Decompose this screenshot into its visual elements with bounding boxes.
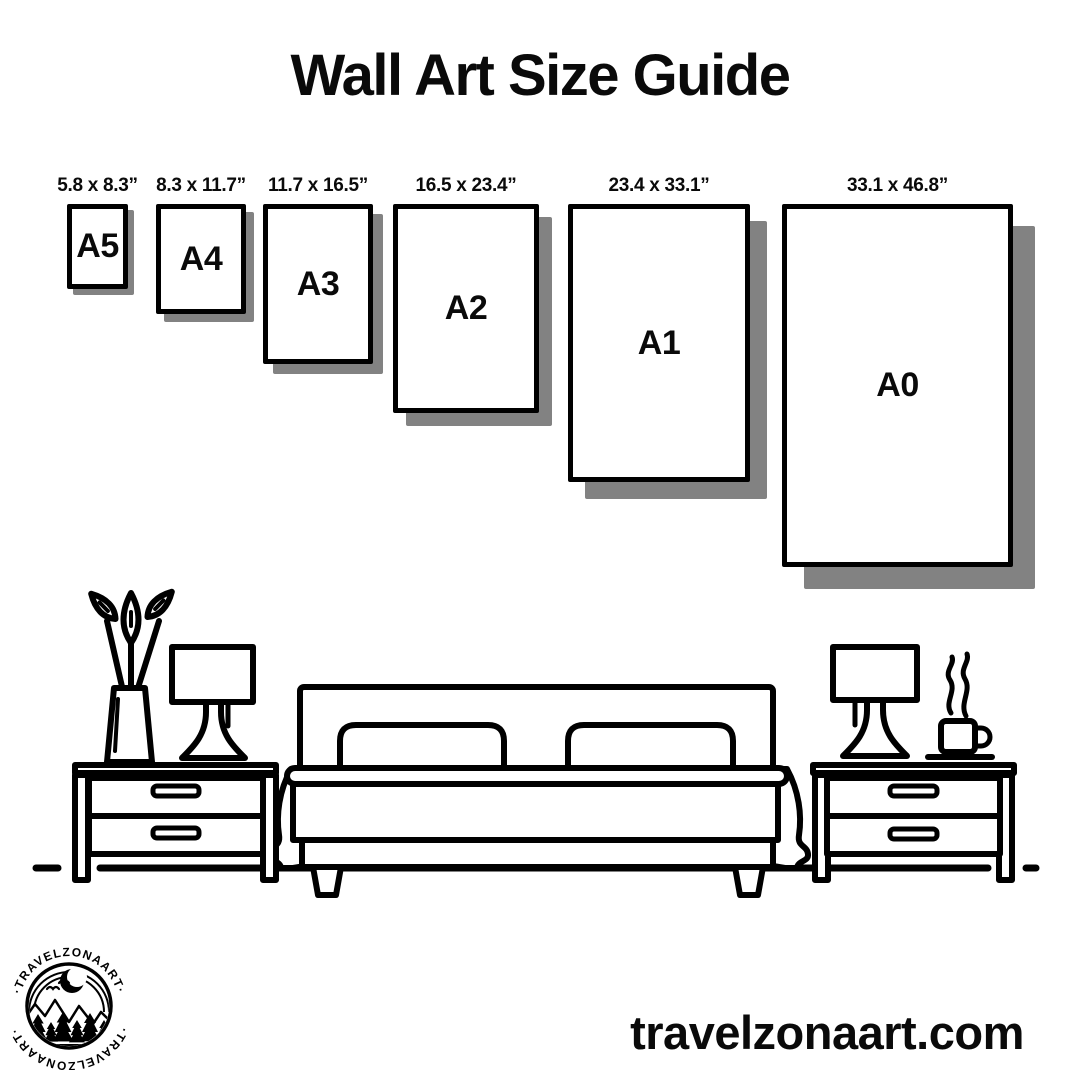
lamp-left-icon <box>172 647 253 758</box>
nightstand-right <box>813 765 1014 880</box>
paper-size-letter: A0 <box>876 366 919 404</box>
bed-base <box>302 840 773 867</box>
website-url: travelzonaart.com <box>630 1006 1024 1059</box>
plant-icon <box>87 588 176 762</box>
steam <box>963 654 967 716</box>
size-dimensions-label: 5.8 x 8.3” <box>57 175 138 196</box>
paper-size-rect <box>568 204 750 482</box>
size-item-A5 <box>57 175 138 289</box>
paper-size-rect <box>782 204 1013 567</box>
paper-size-rect <box>67 204 128 289</box>
paper-size-letter: A4 <box>179 239 223 278</box>
paper-size-rect <box>263 204 373 364</box>
paper-size-rect <box>156 204 246 314</box>
paper-size-letter: A2 <box>444 289 488 327</box>
bed-foot-right <box>735 867 763 895</box>
size-dimensions-label: 8.3 x 11.7” <box>156 175 246 196</box>
coffee-cup-icon <box>928 654 992 757</box>
paper-size-letter: A3 <box>296 264 340 303</box>
size-item-A0 <box>782 175 1013 567</box>
logo-text-bottom: ·TRAVELZONAART· <box>6 1025 132 1070</box>
paper-size-letter: A5 <box>76 227 119 265</box>
bed-foot-left <box>313 867 341 895</box>
nightstand-left <box>75 765 276 880</box>
size-dimensions-label: 23.4 x 33.1” <box>608 175 710 196</box>
size-dimensions-label: 11.7 x 16.5” <box>268 175 368 196</box>
logo-text-top: ·TRAVELZONAART· <box>9 944 129 996</box>
size-dimensions-label: 16.5 x 23.4” <box>415 175 517 196</box>
steam <box>948 657 952 713</box>
mattress <box>293 784 778 840</box>
page-title: Wall Art Size Guide <box>290 43 790 108</box>
size-item-A2 <box>393 175 539 413</box>
paper-size-rect <box>393 204 539 413</box>
size-dimensions-label: 33.1 x 46.8” <box>847 175 948 196</box>
size-item-A1 <box>568 175 750 482</box>
size-item-A4 <box>156 175 246 314</box>
size-item-A3 <box>263 175 373 364</box>
paper-size-letter: A1 <box>637 323 681 362</box>
bedroom-illustration <box>30 585 1050 905</box>
brand-logo <box>5 942 133 1070</box>
cup-body <box>941 721 975 752</box>
bed <box>287 687 787 895</box>
lamp-right-icon <box>833 647 917 756</box>
